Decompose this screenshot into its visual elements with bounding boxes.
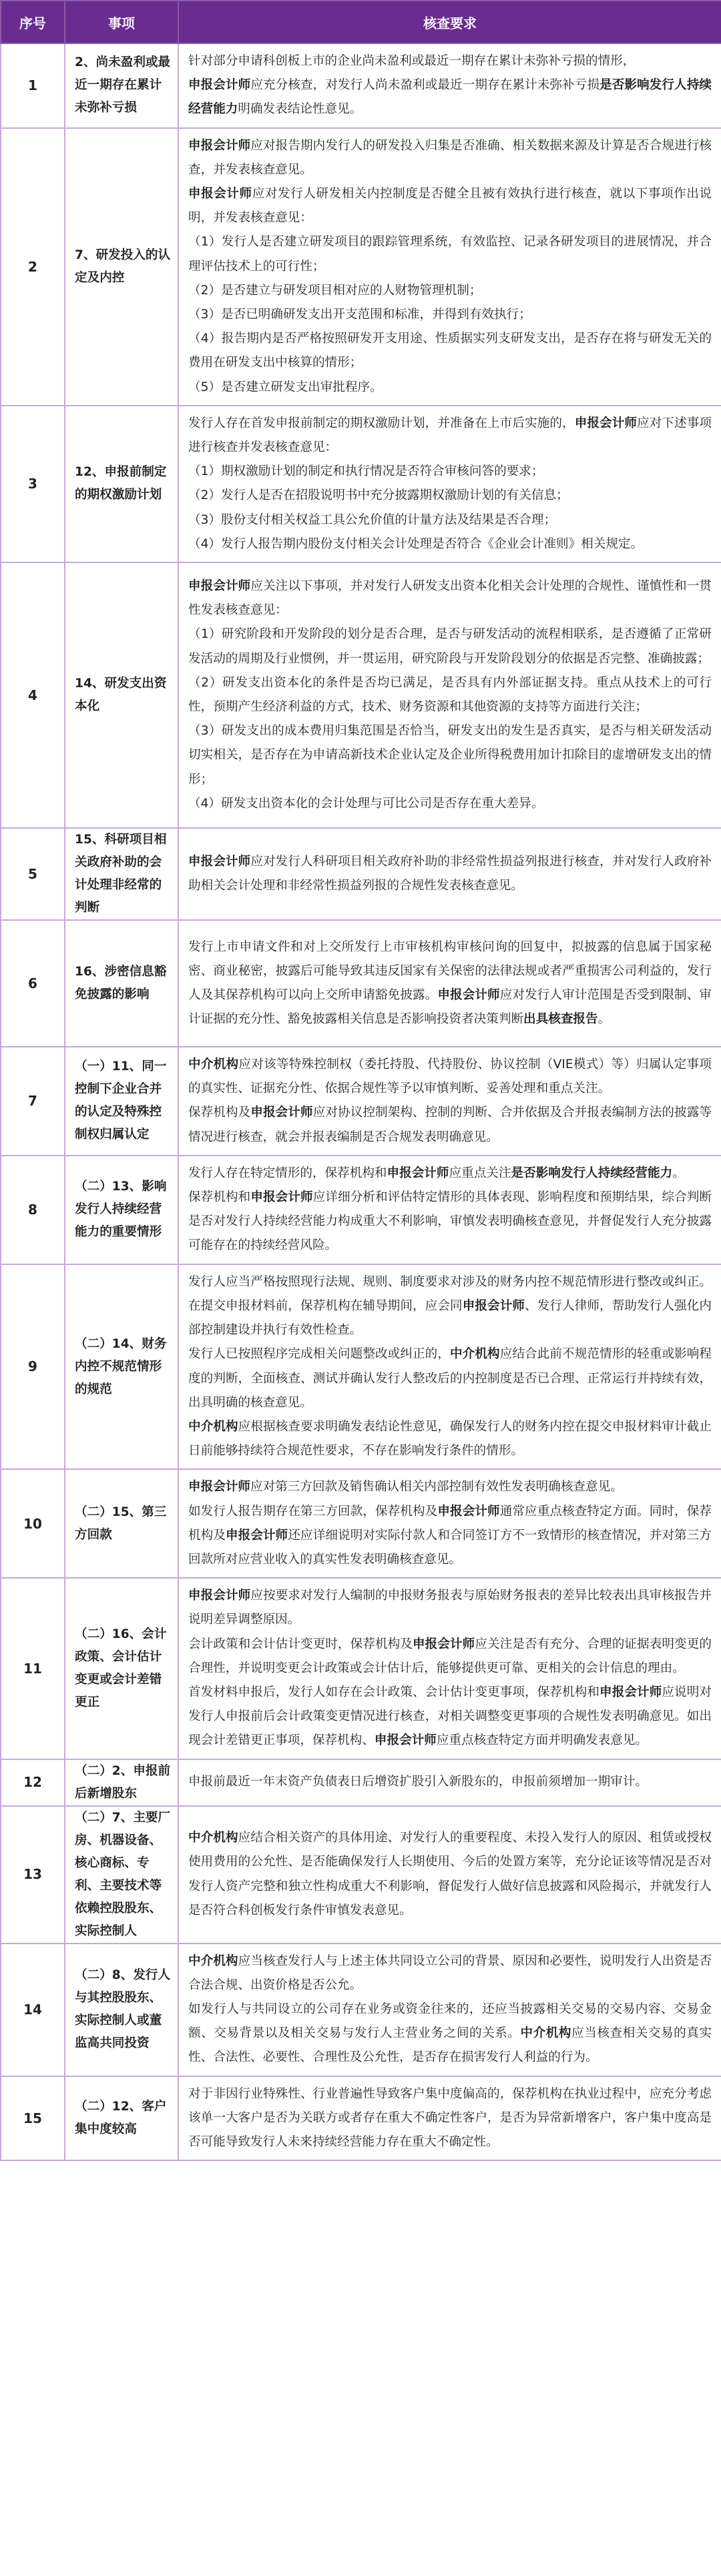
table-row (1, 128, 721, 406)
row-requirement (178, 43, 721, 128)
row-requirement (178, 406, 721, 562)
requirement-paragraph: 保荐机构和申报会计师应详细分析和评估特定情形的具体表现、影响程度和预期结果，综合判断是否对发行人持续经营能力构成重大不利影响，审慎发表明确核查意见，并督促发行人充分披露可能存在的持续经营风险。 (188, 1190, 712, 1253)
row-requirement (178, 1759, 721, 1806)
table-row (1, 1264, 721, 1470)
row-requirement (178, 1469, 721, 1578)
row-requirement (178, 128, 721, 406)
table-row (1, 828, 721, 920)
row-item: （二）16、会计政策、会计估计变更或会计差错更正 (65, 1578, 178, 1759)
row-index: 6 (1, 920, 65, 1047)
requirement-paragraph: 申报会计师应对发行人研发相关内控制度是否健全且被有效执行进行核查，就以下事项作出说明，并发表核查意见： (188, 187, 712, 226)
requirement-paragraph: 发行上市申请文件和对上交所发行上市审核机构审核问询的回复中，拟披露的信息属于国家秘密、商业秘密，披露后可能导致其违反国家有关保密的法律法规或者严重损害公司利益的，发行人及其保荐机构可以向上交所申请豁免披露。申报会计师应对发行人审计范围是否受到限制、审计证据的充分性、豁免披露相关信息是否影响投资者决策判断出具核查报告。 (188, 939, 712, 1027)
row-index: 4 (1, 562, 65, 828)
row-index: 12 (1, 1759, 65, 1806)
requirement-paragraph: 如发行人与共同设立的公司存在业务或资金往来的，还应当披露相关交易的交易内容、交易金额、交易背景以及相关交易与发行人主营业务之间的关系。中介机构应当核查相关交易的真实性、合法性、必要性、合理性及公允性，是否存在损害发行人利益的行为。 (188, 2002, 712, 2065)
row-requirement (178, 1578, 721, 1759)
requirement-paragraph: 申报前最近一年末资产负债表日后增资扩股引入新股东的，申报前须增加一期审计。 (188, 1775, 648, 1789)
requirement-paragraph: 中介机构应当核查发行人与上述主体共同设立公司的背景、原因和必要性，说明发行人出资是否合法合规、出资价格是否公允。 (188, 1954, 712, 1992)
row-item: （一）11、同一控制下企业合并的认定及特殊控制权归属认定 (65, 1047, 178, 1156)
row-item: （二）14、财务内控不规范情形的规范 (65, 1264, 178, 1470)
header-requirement: 核查要求 (178, 1, 721, 43)
row-index: 5 (1, 828, 65, 920)
row-item: 14、研发支出资本化 (65, 562, 178, 828)
requirement-paragraph: （1）期权激励计划的制定和执行情况是否符合审核问答的要求； (188, 464, 544, 479)
row-index: 3 (1, 406, 65, 562)
row-index: 1 (1, 43, 65, 128)
row-requirement (178, 1806, 721, 1944)
row-index: 14 (1, 1944, 65, 2076)
requirement-paragraph: 发行人存在特定情形的，保荐机构和申报会计师应重点关注是否影响发行人持续经营能力。 (188, 1166, 685, 1180)
table-row (1, 1806, 721, 1944)
table-row (1, 920, 721, 1047)
row-requirement (178, 1944, 721, 2076)
table-row (1, 1759, 721, 1806)
row-index: 2 (1, 128, 65, 406)
row-index: 15 (1, 2076, 65, 2161)
table-row (1, 1578, 721, 1759)
requirement-paragraph: （5）是否建立研发支出审批程序。 (188, 380, 383, 394)
requirement-paragraph: （2）是否建立与研发项目相对应的人财物管理机制； (188, 283, 482, 298)
row-item: （二）12、客户集中度较高 (65, 2076, 178, 2161)
table-body (1, 43, 721, 2160)
row-item: （二）13、影响发行人持续经营能力的重要情形 (65, 1156, 178, 1264)
requirement-paragraph: 申报会计师应对报告期内发行人的研发投入归集是否准确、相关数据来源及计算是否合规进行核查，并发表核查意见。 (188, 138, 712, 177)
row-item: 12、申报前制定的期权激励计划 (65, 406, 178, 562)
table-row (1, 1047, 721, 1156)
requirement-paragraph: 发行人已按照程序完成相关问题整改或纠正的，中介机构应结合此前不规范情形的轻重或影响程度的判断，全面核查、测试并确认发行人整改后的内控制度是否已合理、正常运行并持续有效，出具明确的核查意见。 (188, 1347, 712, 1410)
header-item: 事项 (65, 1, 178, 43)
requirement-paragraph: （1）发行人是否建立研发项目的跟踪管理系统，有效监控、记录各研发项目的进展情况，并合理评估技术上的可行性； (188, 235, 712, 274)
row-requirement (178, 920, 721, 1047)
requirement-paragraph: 发行人存在首发申报前制定的期权激励计划，并准备在上市后实施的，申报会计师应对下述事项进行核查并发表核查意见： (188, 416, 712, 455)
row-item: 2、尚未盈利或最近一期存在累计未弥补亏损 (65, 43, 178, 128)
requirement-paragraph: 中介机构应对该等特殊控制权（委托持股、代持股份、协议控制（VIE模式）等）归属认定事项的真实性、证据充分性、依据合规性等予以审慎判断、妥善处理和重点关注。 (188, 1057, 712, 1096)
requirement-paragraph: （2）发行人是否在招股说明书中充分披露期权激励计划的有关信息； (188, 488, 569, 503)
row-item: 15、科研项目相关政府补助的会计处理非经常的判断 (65, 828, 178, 920)
requirement-paragraph: （4）研发支出资本化的会计处理与可比公司是否存在重大差异。 (188, 796, 544, 811)
row-item: 16、涉密信息豁免披露的影响 (65, 920, 178, 1047)
header-index: 序号 (1, 1, 65, 43)
requirement-paragraph: （1）研究阶段和开发阶段的划分是否合理，是否与研发活动的流程相联系，是否遵循了正常研发活动的周期及行业惯例，并一贯运用，研究阶段与开发阶段划分的依据是否完整、准确披露； (188, 627, 712, 666)
row-index: 7 (1, 1047, 65, 1156)
requirement-paragraph: （4）发行人报告期内股份支付相关会计处理是否符合《企业会计准则》相关规定。 (188, 536, 644, 551)
requirement-paragraph: 申报会计师应关注以下事项，并对发行人研发支出资本化相关会计处理的合规性、谨慎性和一贯性发表核查意见： (188, 579, 712, 618)
requirement-paragraph: 申报会计师应对第三方回款及销售确认相关内部控制有效性发表明确核查意见。 (188, 1480, 623, 1494)
table-row (1, 1469, 721, 1578)
row-index: 10 (1, 1469, 65, 1578)
row-requirement (178, 1156, 721, 1264)
requirement-paragraph: 中介机构应结合相关资产的具体用途、对发行人的重要程度、未投入发行人的原因、租赁或授权使用费用的公允性、是否能确保发行人长期使用、今后的处置方案等，充分论证该等情况是否对发行人资产完整和独立性构成重大不利影响，督促发行人做好信息披露和风险揭示，并就发行人是否符合科创板发行条件审慎发表意见。 (188, 1831, 712, 1917)
requirement-paragraph: 会计政策和会计估计变更时，保荐机构及申报会计师应关注是否有充分、合理的证据表明变更的合理性，并说明变更会计政策或会计估计后，能够提供更可靠、更相关的会计信息的理由。 (188, 1637, 712, 1675)
requirement-paragraph: （2）研发支出资本化的条件是否均已满足，是否具有内外部证据支持。重点从技术上的可行性，预期产生经济利益的方式，技术、财务资源和其他资源的支持等方面进行关注； (188, 675, 712, 715)
requirement-paragraph: 对于非因行业特殊性、行业普遍性导致客户集中度偏高的，保荐机构在执业过程中，应充分考虑该单一大客户是否为关联方或者存在重大不确定性客户，是否为异常新增客户，客户集中度高是否可能导致发行人未来持续经营能力存在重大不确定性。 (188, 2086, 712, 2149)
row-item: （二）2、申报前后新增股东 (65, 1759, 178, 1806)
requirement-paragraph: 发行人应当严格按照现行法规、规则、制度要求对涉及的财务内控不规范情形进行整改或纠正。在提交申报材料前，保荐机构在辅导期间，应会同申报会计师、发行人律师，帮助发行人强化内部控制建设并执行有效性检查。 (188, 1274, 712, 1338)
row-index: 11 (1, 1578, 65, 1759)
table-row (1, 2076, 721, 2161)
row-requirement (178, 562, 721, 828)
table-row (1, 562, 721, 828)
row-requirement (178, 828, 721, 920)
requirement-paragraph: 中介机构应根据核查要求明确发表结论性意见，确保发行人的财务内控在提交申报材料审计截止日前能够持续符合规范性要求，不存在影响发行条件的情形。 (188, 1419, 712, 1458)
row-index: 8 (1, 1156, 65, 1264)
requirement-paragraph: 针对部分申请科创板上市的企业尚未盈利或最近一期存在累计未弥补亏损的情形， (188, 54, 636, 68)
requirement-paragraph: 申报会计师应按要求对发行人编制的申报财务报表与原始财务报表的差异比较表出具审核报告并说明差异调整原因。 (188, 1589, 712, 1627)
requirement-paragraph: （3）是否已明确研发支出开支范围和标准，并得到有效执行； (188, 308, 531, 322)
row-index: 13 (1, 1806, 65, 1944)
row-requirement (178, 2076, 721, 2161)
table-row (1, 1944, 721, 2076)
table-header-row (1, 1, 721, 43)
row-requirement (178, 1264, 721, 1470)
requirement-paragraph: 首发材料申报后，发行人如存在会计政策、会计估计变更事项，保荐机构和申报会计师应说明对发行人申报前后会计政策变更情况进行核查，对相关调整变更事项的合规性发表明确意见。如出现会计差错更正事项，保荐机构、申报会计师应重点核查特定方面并明确发表意见。 (188, 1685, 712, 1748)
requirement-paragraph: （3）股份支付相关权益工具公允价值的计量方法及结果是否合理； (188, 512, 557, 527)
requirement-paragraph: 如发行人报告期存在第三方回款，保荐机构及申报会计师通常应重点核查特定方面。同时，保荐机构及申报会计师还应详细说明对实际付款人和合同签订方不一致情形的核查情况，并对第三方回款所对应营业收入的真实性发表明确核查意见。 (188, 1504, 712, 1567)
table-row (1, 1156, 721, 1264)
row-item: （二）15、第三方回款 (65, 1469, 178, 1578)
row-item: （二）7、主要厂房、机器设备、核心商标、专利、主要技术等依赖控股股东、实际控制人 (65, 1806, 178, 1944)
requirement-paragraph: 申报会计师应对发行人科研项目相关政府补助的非经常性损益列报进行核查，并对发行人政府补助相关会计处理和非经常性损益列报的合规性发表核查意见。 (188, 854, 712, 893)
row-item: （二）8、发行人与其控股股东、实际控制人或董监高共同投资 (65, 1944, 178, 2076)
requirement-paragraph: （3）研发支出的成本费用归集范围是否恰当，研发支出的发生是否真实，是否与相关研发活动切实相关，是否存在为申请高新技术企业认定及企业所得税费用加计扣除目的虚增研发支出的情形； (188, 724, 712, 787)
requirement-paragraph: 申报会计师应充分核查，对发行人尚未盈利或最近一期存在累计未弥补亏损是否影响发行人持续经营能力明确发表结论性意见。 (188, 78, 712, 117)
table-row (1, 43, 721, 128)
row-item: 7、研发投入的认定及内控 (65, 128, 178, 406)
requirement-paragraph: 保荐机构及申报会计师应对协议控制架构、控制的判断、合并依据及合并报表编制方法的披露等情况进行核查，就会并报表编制是否合规发表明确意见。 (188, 1106, 712, 1144)
table-row (1, 406, 721, 562)
row-index: 9 (1, 1264, 65, 1470)
row-requirement (178, 1047, 721, 1156)
requirement-paragraph: （4）报告期内是否严格按照研发开支用途、性质据实列支研发支出，是否存在将与研发无关的费用在研发支出中核算的情形； (188, 332, 712, 370)
